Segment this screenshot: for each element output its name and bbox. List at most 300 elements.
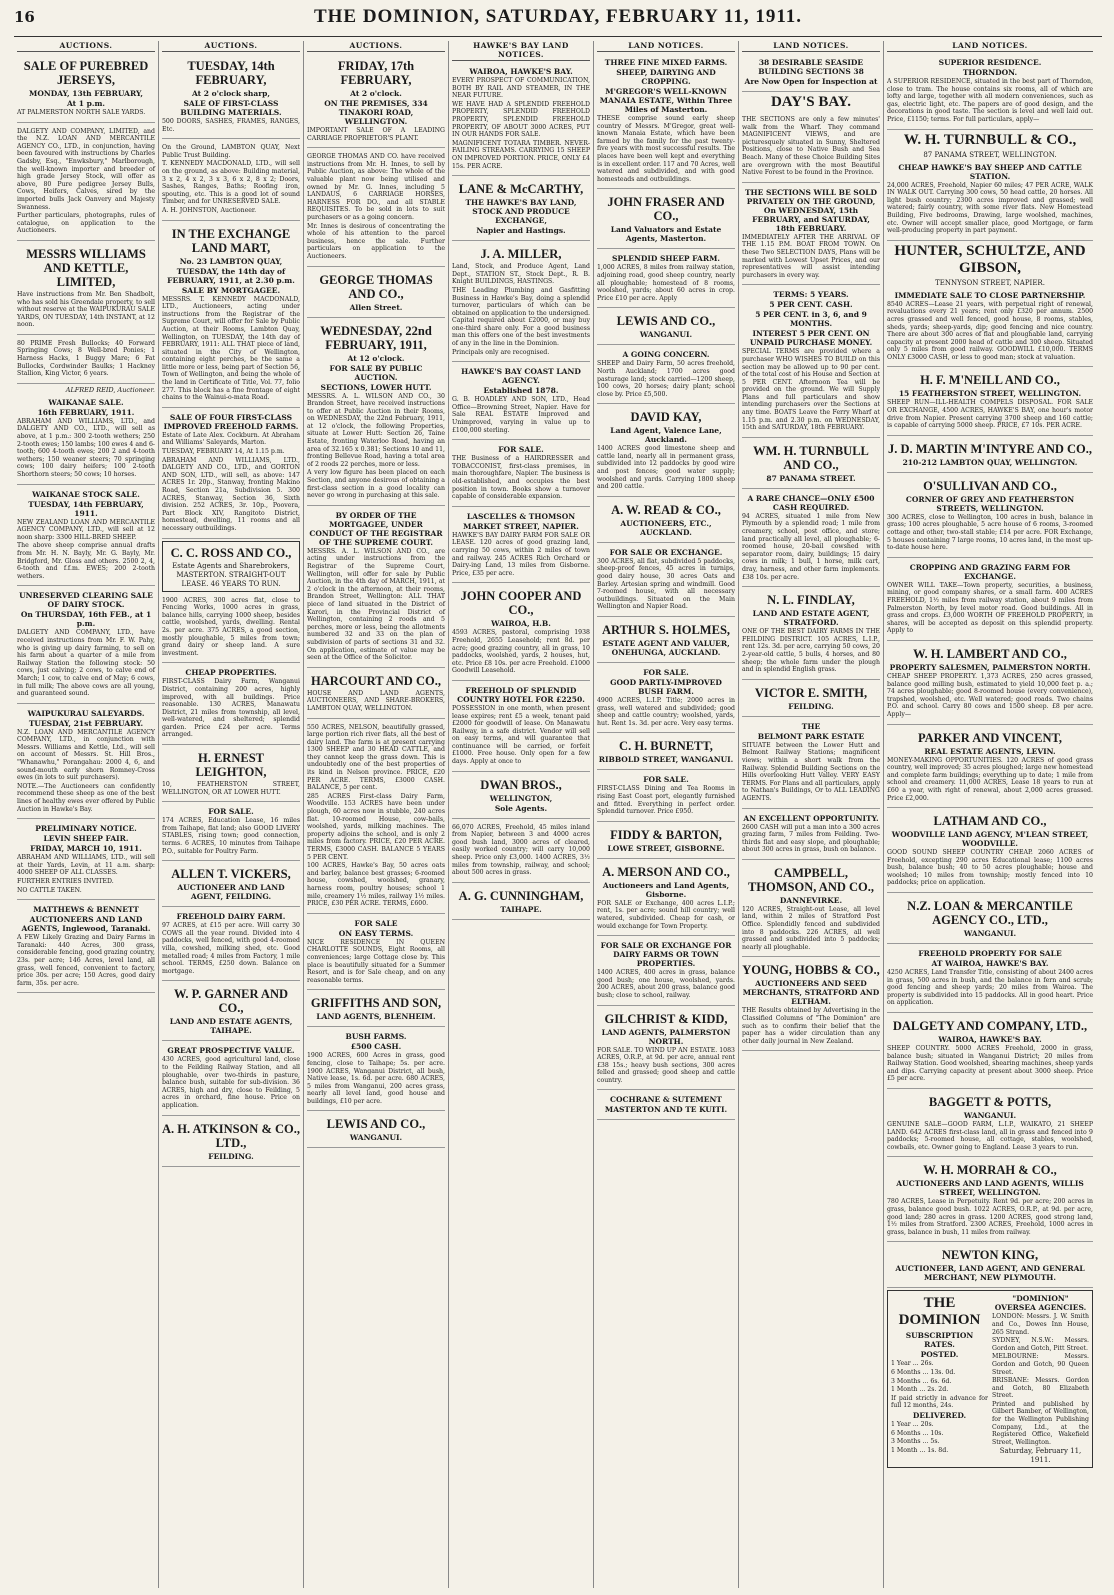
ad-heading: Land Valuators and Estate Agents, Masterton. bbox=[610, 225, 722, 244]
ad-text: SITUATE between the Lower Hutt and Belmont Railway Stations; magnificent views; within a short walk from the Railway. Splendid Building Sections on the Hills overlooking Hutt Valley. VERY EASY TERMS. For Plans and all particulars, apply to Nathan's Buildings, Or to ALL LEADING AGENTS. bbox=[742, 741, 880, 802]
ad-text: On the Ground, LAMBTON QUAY, Next Public Trust Building. bbox=[162, 144, 300, 159]
ad-text: 780 ACRES, Lease in Perpetuity. Rent 9d. per acre; 200 acres in grass, balance good bush. 1022 ACRES, O.R.P., at 9d. per acre, good land; 280 acres in grass. 1200 ACRES, good strong land, 1½ miles from Stratford. 2300 ACRES, Freehold, 1000 acres in grass, balance in bush, 11 miles from railway. bbox=[887, 1198, 1093, 1236]
oversea-agencies bbox=[988, 1293, 1089, 1465]
advertisement bbox=[162, 594, 300, 664]
ad-heading: RIBBOLD STREET, WANGANUI. bbox=[598, 755, 734, 765]
ad-heading: AUCTIONEERS AND LAND AGENTS, Inglewood, Taranaki. bbox=[21, 915, 151, 934]
ad-heading: Are Now Open for Inspection at bbox=[744, 77, 878, 86]
advertisement bbox=[887, 895, 1093, 944]
advertisement bbox=[597, 1008, 735, 1091]
column-1 bbox=[14, 41, 159, 1588]
ad-text: MESSRS. A. L. WILSON AND CO., 30 Brandon Street, have received instructions to offer at Public Auction in their Rooms, on WEDNESDAY, the 22nd February, 1911, at 12 o'clock, the following Properties, situate at Lower Hutt: Section 26, Taine Estate, fronting Waterloo Road, having an area of 32.165 x 0.381; Sections 10 and 11, fronting Bellevue Road, having a total area of 2 roods 22 perches, more or less. bbox=[307, 392, 445, 468]
ad-heading: LOWE STREET, GISBORNE. bbox=[607, 843, 725, 853]
column-4 bbox=[449, 41, 594, 1588]
advertisement bbox=[597, 772, 735, 821]
column-3 bbox=[304, 41, 449, 1588]
ad-text: NO CATTLE TAKEN. bbox=[17, 886, 82, 894]
ad-text: 8540 ACRES—Lease 21 years, with perpetual right of renewal, revaluations every 21 years; rent only £320 per annum. 2500 acres grassed and well fenced, good house, 8 rooms, stables, sheds, yards; sheep-yards, dip; good fencing and nice country. There are about 300 acres of flat and ploughable land, carrying capacity at present 2000 head of cattle and 300 sheep. Situated only 5 miles from good railway. GOODWILL £10,000. TERMS ONLY £3000 CASH, or less to good man; stock at valuation. bbox=[887, 300, 1093, 361]
ad-heading: SALE OF FIRST-CLASS BUILDING MATERIALS. bbox=[180, 99, 282, 117]
ad-address: 87 PANAMA STREET, WELLINGTON. bbox=[923, 150, 1057, 159]
ad-text: Estate Agents and Sharebrokers, MASTERTON. STRAIGHT-OUT LEASE. 46 YEARS TO RUN. bbox=[172, 561, 290, 588]
ad-text: Land, Stock, and Produce Agent, Land Dept., STATION ST., Stock Dept., R. B. Knight BUILDINGS, HASTINGS. bbox=[452, 263, 590, 286]
ad-text: ABRAHAM AND WILLIAMS, LTD., DALGETY AND CO., LTD., and GORTON AND SON, LTD., will sell, as above: 147 ACRES 1r. 20p., Stanway, fronting Makino Road, Section 21a, Subdivision 5. 300 ACRES, Stanway, Section 36, Sixth division. 252 ACRES, 3r. 10p., Poovera, Part Block XIV, Rangitoto District, homestead, dwelling, 11 rooms and all necessary outbuildings. bbox=[162, 456, 300, 532]
ad-text: WE HAVE HAD A SPLENDID FREEHOLD PROPERTY, SPLENDID FREEHOLD PROPERTY, SPLENDID FREEHOLD PROPERTY, OF ABOUT 3000 ACRES, PUT IN OUR HANDS FOR SALE. bbox=[452, 100, 590, 139]
ad-heading: SECTIONS, LOWER HUTT. bbox=[320, 382, 432, 392]
ad-heading: LAND AND ESTATE AGENTS, TAIHAPE. bbox=[169, 1017, 293, 1036]
ad-heading: J. A. MILLER, bbox=[480, 247, 562, 262]
ad-heading: ON EASY TERMS. bbox=[338, 928, 414, 938]
column-heading: AUCTIONS. bbox=[307, 41, 445, 52]
column-heading: LAND NOTICES. bbox=[597, 41, 735, 52]
ad-text: A. H. JOHNSTON, Auctioneer. bbox=[162, 206, 257, 214]
ad-heading: CROPPING AND GRAZING FARM FOR EXCHANGE. bbox=[909, 562, 1071, 581]
ad-heading: A. G. CUNNINGHAM, bbox=[458, 888, 584, 903]
ad-title: DAY'S BAY. bbox=[770, 94, 852, 110]
ad-heading: GREAT PROSPECTIVE VALUE. bbox=[167, 1046, 295, 1056]
ad-text: 300 ACRES, close to Wellington, 100 acres in bush, balance in grass; 100 acres ploughable, 5 acre house of 6 rooms, 3-roomed cottage and other, two-stall stable; £14 per acre. FOR Exchange, 5 houses containing 7 large rooms, 10 acres land, in the most up-to-date house here. bbox=[887, 513, 1093, 552]
ad-text: 10, FEATHERSTON STREET, WELLINGTON, OR AT LOWER HUTT. bbox=[162, 781, 300, 796]
ad-title: HUNTER, SCHULTZE, AND GIBSON, bbox=[894, 242, 1086, 276]
advertisement bbox=[307, 508, 445, 668]
ad-heading: 210-212 LAMBTON QUAY, WELLINGTON. bbox=[902, 457, 1078, 467]
ad-heading: 5 PER CENT. CASH. bbox=[769, 300, 853, 310]
advertisement bbox=[887, 55, 1093, 130]
ad-text: Principals only are recognised. bbox=[452, 348, 550, 356]
ad-heading: IN THE EXCHANGE LAND MART, bbox=[171, 226, 291, 255]
advertisement bbox=[162, 665, 300, 745]
newspaper-title: THE DOMINION, SATURDAY, FEBRUARY 11, 1911. bbox=[313, 6, 803, 27]
ad-heading: FOR SALE. bbox=[498, 445, 544, 455]
ad-heading: WAIROA, H.B. bbox=[491, 619, 551, 629]
rate-line: 3 Months ... 5s. bbox=[891, 1438, 940, 1446]
ad-heading: WM. H. TURNBULL AND CO., bbox=[753, 443, 869, 472]
ad-heading: COCHRANE & SUTEMENT bbox=[610, 1095, 722, 1105]
ad-text: 100 ACRES, Hawke's Bay, 50 acres oats and barley, balance best grasses; 6-roomed house, cowshed, woolshed, granary, harness room, poultry houses; school 1 mile, creamery 1½ miles, railway 1½ miles. PRICE, £30 PER ACRE. TERMS, £600. bbox=[307, 862, 445, 908]
dominion-title: THE DOMINION bbox=[898, 1295, 981, 1329]
advertisement bbox=[307, 55, 445, 148]
page-number: 16 bbox=[14, 8, 35, 26]
advertisement bbox=[307, 721, 445, 914]
advertisement bbox=[452, 683, 590, 772]
ad-heading: FRIDAY, 17th FEBRUARY, bbox=[337, 59, 415, 87]
advertisement bbox=[162, 909, 300, 981]
ad-heading: W. H. MORRAH & CO., bbox=[923, 1163, 1057, 1178]
ad-heading: CORNER OF GREY AND FEATHERSTON STREETS, WELLINGTON. bbox=[905, 494, 1075, 513]
ad-text: 500 DOORS, SASHES, FRAMES, RANGES, Etc. bbox=[162, 118, 300, 133]
ad-text: 550 ACRES, NELSON, beautifully grassed, large portion rich river flats, all the best of dairy land. The farm is at present carrying 1300 SHEEP and 30 HEAD CATTLE, and they cannot keep the grass down. This is undoubtedly one of the best properties of its kind in Nelson province. PRICE, £20 PER ACRE. TERMS, £3000 CASH. BALANCE, 5 per cent. bbox=[307, 723, 445, 792]
column-heading: HAWKE'S BAY LAND NOTICES. bbox=[452, 41, 590, 61]
ad-text: 1900 ACRES, 300 acres flat, close to Fencing Works, 1000 acres in grass, balance hills, carrying 1000 sheep, besides cattle, woolshed, yards, dwelling. Rental 2s. per acre. 375 ACRES, a good section, mostly ploughable, 5 miles from town; grand dairy or sheep land. A sure investment. bbox=[162, 596, 300, 657]
ad-heading: AUCTIONEER, LAND AGENT, AND GENERAL MERCHANT, NEW PLYMOUTH. bbox=[895, 1264, 1085, 1283]
advertisement bbox=[17, 395, 155, 485]
advertisement bbox=[887, 643, 1093, 725]
ad-heading: FOR SALE. bbox=[208, 807, 254, 817]
ad-text: THESE comprise sound early sheep country of Messrs. M'Gregor, great well-known Manaia Estate, which have been farmed by the family for the past twenty-five years with most successful results. The places have been well kept and everything is in excellent order. 117 and 70 Acres, well watered and subdivided, and with good homesteads and outbuildings. bbox=[597, 115, 735, 183]
ad-text: GENUINE SALE—GOOD FARM, L.I.P., WAIKATO, 21 SHEEP LAND. 642 ACRES first-class land, all in grass and fenced into 9 paddocks; 5-roomed house, all cottage, stables, woolshed, cowbails, etc. Owner going to England. Lease 3 years to run. bbox=[887, 1121, 1093, 1151]
ad-title: W. H. TURNBULL & CO., bbox=[903, 131, 1077, 148]
ad-heading: 5 PER CENT. in 3, 6, and 9 MONTHS. bbox=[755, 310, 867, 329]
ad-heading: YOUNG, HOBBS & CO., bbox=[742, 963, 880, 978]
advertisement bbox=[307, 1113, 445, 1148]
ad-signature: ALFRED REID, Auctioneer. bbox=[65, 385, 155, 394]
ad-heading: AUCTIONEERS AND LAND AGENTS, WILLIS STREET, WELLINGTON. bbox=[896, 1179, 1084, 1198]
advertisement bbox=[887, 560, 1093, 641]
ad-text: DALGETY AND COMPANY, LTD., have received instructions from Mr. F. W. Pahy, who is giving up dairy farming, to sell on his farm about a quarter of a mile from Railway Station the following stock: 50 cows, just calving; 2 cows, to calve end of March; 1 cow, to calve end of May; 6 cows, in full milk; The above cows are all young, and guaranteed sound. bbox=[17, 629, 155, 698]
advertisement bbox=[162, 55, 300, 139]
agency-line: MELBOURNE: Messrs. Gordon and Gotch, 90 Queen Street. bbox=[992, 1353, 1089, 1376]
ad-heading: WAIKANAE SALE. bbox=[48, 397, 124, 407]
ad-heading: AUCTIONEERS AND SEED MERCHANTS, STRATFORD AND ELTHAM. bbox=[742, 979, 880, 1007]
ad-heading: AT WAIROA, HAWKE'S BAY. bbox=[931, 959, 1049, 969]
ad-text: Have instructions from Mr. Ben Shadbolt, who has sold his Greendale property, to sell without reserve at the WAIPUKURAU SALE YARDS, ON TUESDAY, 14th INSTANT, at 12 noon. bbox=[17, 290, 155, 329]
ad-heading: Established 1878. bbox=[483, 386, 559, 396]
ad-heading: H. F. M'NEILL AND CO., bbox=[920, 373, 1060, 388]
ad-heading: At 2 o'clock sharp, bbox=[191, 89, 271, 98]
ad-heading: THE bbox=[801, 721, 821, 731]
ad-heading: ARTHUR S. HOLMES, bbox=[601, 623, 731, 637]
ad-heading: A RARE CHANCE—ONLY £500 CASH REQUIRED. bbox=[747, 493, 875, 512]
advertisement bbox=[742, 185, 880, 286]
ad-text: ONE OF THE BEST DAIRY FARMS IN THE FEILDING DISTRICT. 105 ACRES, L.I.P., rent 12s. 3d. per acre, carrying 50 cows, 20 2-year-old cattle, 5 bulls, 4 horses, and 80 sheep; the whole farm under the plough and in splendid English grass. bbox=[742, 628, 880, 674]
ad-heading: O'SULLIVAN AND CO., bbox=[923, 478, 1057, 493]
ad-heading: H. ERNEST LEIGHTON, bbox=[195, 751, 267, 780]
ad-heading: W. H. LAMBERT AND CO., bbox=[913, 646, 1067, 661]
ad-heading: UNRESERVED CLEARING SALE OF DAIRY STOCK. bbox=[19, 591, 153, 610]
ad-heading: WAIPUKURAU SALEYARDS. bbox=[27, 708, 145, 718]
advertisement bbox=[597, 499, 735, 543]
advertisement bbox=[17, 821, 155, 900]
ad-heading: WANGANUI. bbox=[963, 1111, 1017, 1120]
ad-heading: WEDNESDAY, 22nd FEBRUARY, 1911, bbox=[320, 323, 432, 352]
ad-heading: HARCOURT AND CO., bbox=[311, 673, 441, 688]
ad-heading: LEVIN SHEEP FAIR. bbox=[43, 834, 129, 844]
ad-heading: PARKER AND VINCENT, bbox=[917, 730, 1063, 745]
boxed-ad bbox=[162, 541, 300, 592]
ad-heading: FOR SALE bbox=[354, 918, 398, 928]
advertisement bbox=[307, 1029, 445, 1111]
ad-heading: FREEHOLD DAIRY FARM. bbox=[176, 912, 286, 922]
advertisement bbox=[162, 863, 300, 907]
ad-heading: LEWIS AND CO., bbox=[616, 314, 716, 329]
ad-text: SHEEP and Dairy Farm, 50 acres freehold, North Auckland; 1700 acres good pasturage land; stock carried—1200 sheep, 100 cows, 20 horses; dairy plant; school close by. Price £5,500. bbox=[597, 360, 735, 398]
advertisement bbox=[162, 747, 300, 802]
ad-heading: BAGGETT & POTTS, bbox=[928, 1095, 1052, 1109]
advertisement bbox=[887, 369, 1093, 435]
advertisement bbox=[742, 811, 880, 860]
rates-heading: SUBSCRIPTION RATES. bbox=[905, 1331, 974, 1350]
advertisement bbox=[742, 682, 880, 717]
ad-heading: £500 CASH. bbox=[350, 1042, 402, 1052]
ad-heading: On THURSDAY, 16th FEB., at 1 p.m. bbox=[20, 610, 152, 629]
ad-heading: AUCTIONEER AND LAND AGENT, FEILDING. bbox=[177, 883, 285, 902]
ad-heading: IMMEDIATE SALE TO CLOSE PARTNERSHIP. bbox=[894, 290, 1086, 300]
ad-heading: WOODVILLE LAND AGENCY, M'LEAN STREET, WOODVILLE. bbox=[891, 830, 1089, 849]
ad-text: Further particulars, photographs, rules of catalogue, on application to the Auctioneers. bbox=[17, 212, 155, 235]
ad-text: 66,070 ACRES, Freehold, 45 miles inland from Napier, between 3 and 4000 acres good bush land, 3000 acres of cleared, easily worked country; will carry 10,000 sheep. Price only £3,000. 1400 ACRES, 3½ miles from township, railway, and school; about 500 acres in grass. bbox=[452, 823, 590, 877]
ad-heading: CHEAP PROPERTIES. bbox=[185, 668, 277, 678]
advertisement bbox=[162, 804, 300, 861]
ad-text: 1400 ACRES, 400 acres in grass, balance good bush; one house, woolshed, yards. 200 ACRES, about 200 grass, balance good bush; close to school, railway. bbox=[597, 969, 735, 999]
ad-heading: BUSH FARMS. bbox=[345, 1032, 407, 1042]
ad-heading: Napier and Hastings. bbox=[476, 226, 566, 236]
ad-heading: A GOING CONCERN. bbox=[622, 350, 710, 360]
advertisement bbox=[162, 1043, 300, 1115]
advertisement bbox=[162, 1118, 300, 1167]
ad-text: THE Results obtained by Advertising in the Classified Columns of "The Dominion" are such as to confirm their belief that the paper has a wider circulation than any other daily journal in New Zealand. bbox=[742, 1007, 880, 1045]
rate-line: 6 Months ... 10s. bbox=[891, 1429, 944, 1437]
column-heading: LAND NOTICES. bbox=[742, 41, 880, 52]
advertisement bbox=[887, 946, 1093, 1013]
ad-heading: TUESDAY, 14th FEBRUARY, 1911. bbox=[28, 499, 144, 518]
rate-line: 3 Months ... 6s. 6d. bbox=[891, 1377, 952, 1385]
advertisement bbox=[452, 243, 590, 362]
advertisement bbox=[742, 719, 880, 809]
ad-heading: FOR SALE OR EXCHANGE FOR DAIRY FARMS OR TOWN PROPERTIES. bbox=[600, 941, 732, 969]
ad-text: MESSRS. A. L. WILSON AND CO., are acting under instructions from the Registrar of the Supreme Court, Wellington, will offer for sale by Public Auction, in the 4th day of MARCH, 1911, at 2 o'clock in the afternoon, at their rooms, Brandon Street, Wellington: ALL THAT piece of land situated in the District of Karori, in the Provincial District of Wellington, containing 2 roods and 5 perches, more or less, being the allotments numbered 32 and 33 on the plan of subdivision of parts of sections 31 and 32. On application, estimate of value may be seen at the Office of the Solicitor. bbox=[307, 547, 445, 662]
rate-line: 1 Month ... 1s. 8d. bbox=[891, 1446, 949, 1454]
ad-heading: A. MERSON AND CO., bbox=[602, 864, 730, 879]
advertisement bbox=[162, 410, 300, 539]
ad-text: A very low figure has been placed on each Section, and anyone desirous of obtaining a first-class section in a good locality can never go wrong in purchasing at this sale. bbox=[307, 469, 445, 500]
advertisement bbox=[452, 442, 590, 507]
ad-text: IMMEDIATELY AFTER THE ARRIVAL OF THE 1.15 P.M. BOAT FROM TOWN. On these Two SELECTION DAYS, Plans will be marked with Lowest Upset Prices, and our representatives will assist intending purchasers in every way. bbox=[742, 233, 880, 279]
rate-line: 1 Year ... 20s. bbox=[891, 1420, 934, 1428]
ad-heading: TUESDAY, 14th FEBRUARY, bbox=[187, 59, 275, 87]
ad-text: ABRAHAM AND WILLIAMS, LTD., and DALGETY AND CO., LTD., will sell as above, at 1 p.m.: 300 2-tooth wethers; 250 2-tooth ewes; 150 lambs; 100 ewes 4 and 6-tooth; 600 4-tooth ewes; 200 2 and 4-tooth wethers; 150 weaner steers; 70 springing cows; 100 dairy heifers; 100 2-tooth Shorthorn steers; 50 cows; 10 horses. bbox=[17, 417, 155, 478]
advertisement bbox=[597, 938, 735, 1005]
ad-heading: 87 PANAMA STREET. bbox=[766, 473, 856, 483]
advertisement bbox=[17, 902, 155, 993]
advertisement bbox=[597, 347, 735, 404]
advertisement bbox=[452, 774, 590, 819]
ad-heading: INTEREST 5 PER CENT. ON UNPAID PURCHASE MONEY. bbox=[749, 329, 873, 348]
ad-heading: HAWKE'S BAY COAST LAND AGENCY. bbox=[461, 367, 581, 386]
rate-line: 6 Months ... 13s. 0d. bbox=[891, 1368, 956, 1376]
column-heading: LAND NOTICES. bbox=[887, 41, 1093, 52]
advertisement bbox=[17, 588, 155, 703]
ad-text: 1,000 ACRES, 8 miles from railway station, adjoining road, good sheep country, nearly all ploughable; homestead of 8 rooms, woolshed, yards; about 60 acres in crop. Price £10 per acre. Apply bbox=[597, 264, 735, 302]
ad-heading: Auctioneers and Land Agents, Gisborne. bbox=[602, 880, 730, 899]
ad-text: 120 ACRES, Straight-out Lease, all level land, within 2 miles of Stratford Post Office. Splendidly fenced and subdivided into 8 paddocks. 226 ACRES, all well grassed and subdivided into 5 paddocks; nearly all ploughable. bbox=[742, 905, 880, 951]
ad-text: GOOD SOUND SHEEP COUNTRY CHEAP. 2060 ACRES of Freehold, excepting 290 acres Educational lease; 1100 acres bush, balance bush; 40 to 50 acres ploughable; house and woolshed; 10 miles from township; mostly fenced into 10 paddocks; price on application. bbox=[887, 849, 1093, 887]
ad-text: 97 ACRES, at £15 per acre. Will carry 30 COWS all the year round. Divided into 4 paddocks, well fenced, with good 4-roomed villa, cowshed, milking shed, etc. Good metalled road; 4 miles from Factory, 1 mile school. TERMS, £250 down. Balance on mortgage. bbox=[162, 922, 300, 975]
advertisement bbox=[17, 243, 155, 335]
advertisement bbox=[887, 160, 1093, 241]
imprint: Printed and published by Gilbert Bamber, of Wellington, for the Wellington Publishing Company, Ltd., at the Registered Office, Wakefield Street, Wellington. bbox=[992, 1400, 1089, 1446]
advertisement bbox=[452, 64, 590, 176]
ad-text: T. KENNEDY MACDONALD, LTD., will sell on the ground, as above: Building material, 3 x 2, 4 x 2, 3 x 3, 6 x 2, 8 x 2; Doors, Sashes, Ranges, Baths; Roofing iron, spouting, etc. This is a good lot of sound Timber, and for UNRESERVED SALE. bbox=[162, 160, 300, 206]
ad-heading: Land Agent, Valence Lane, Auckland. bbox=[610, 426, 722, 445]
ad-heading: LAND AND ESTATE AGENT, STRATFORD. bbox=[752, 609, 870, 628]
ad-heading: TERMS: 5 YEARS. bbox=[773, 290, 849, 300]
ad-text: 1400 ACRES good limestone sheep and cattle land, nearly all in permanent grass, subdivided into 12 paddocks by good wire and post fences; good water supply; woolshed and yards. Carrying 1800 sheep and 200 cattle. bbox=[597, 445, 735, 491]
advertisement bbox=[307, 670, 445, 719]
advertisement bbox=[597, 1092, 735, 1120]
advertisement bbox=[742, 55, 880, 92]
ad-heading: THREE FINE MIXED FARMS. bbox=[604, 58, 728, 67]
ad-heading: LATHAM AND CO., bbox=[933, 814, 1047, 829]
advertisement bbox=[742, 440, 880, 489]
ad-text: 285 ACRES First-class Dairy Farm, Woodville. 153 ACRES have been under plough, 60 acres now in stubble, 240 acres flat. 10-roomed House, cow-bails, woolshed, yards, milking machines. The property adjoins the school, and is only 2 miles from factory. PRICE, £20 PER ACRE. TERMS, £3000 CASH. BALANCE 5 YEARS 5 PER CENT. bbox=[307, 792, 445, 861]
advertisement bbox=[162, 223, 300, 408]
ad-heading: FREEHOLD PROPERTY FOR SALE bbox=[918, 949, 1062, 959]
ad-heading: N.Z. LOAN & MERCANTILE AGENCY CO., LTD., bbox=[907, 899, 1073, 928]
ad-heading: No. 23 LAMBTON QUAY, bbox=[179, 256, 283, 266]
ad-heading: WAIROA, HAWKE'S BAY. bbox=[469, 67, 573, 76]
delivered-heading: DELIVERED. bbox=[912, 1410, 967, 1420]
advertisement bbox=[17, 125, 155, 241]
ad-heading: FOR SALE BY PUBLIC AUCTION. bbox=[329, 363, 423, 382]
ad-heading: At 2 o'clock. bbox=[350, 89, 402, 98]
advertisement bbox=[452, 178, 590, 241]
ad-heading: LANE & McCARTHY, bbox=[458, 182, 584, 197]
ad-heading: TUESDAY, 21st FEBRUARY. bbox=[28, 718, 144, 728]
rate-line: 1 Month ... 2s. 2d. bbox=[891, 1386, 949, 1394]
agency-line: LONDON: Messrs. J. W. Smith and Co., Dowes Inn House, 265 Strand. bbox=[992, 1313, 1089, 1336]
advertisement bbox=[162, 983, 300, 1041]
ad-heading: SUPERIOR RESIDENCE. bbox=[938, 58, 1042, 67]
ad-text: The above sheep comprise annual drafts from Mr. H. N. Bayly, Mr. G. Bayly, Mr. Bridgford, Mr. Gloss and others. 2500 2, 4, 6-tooth and f.f.m. EWES; 200 2-tooth wethers. bbox=[17, 542, 155, 580]
advertisement bbox=[742, 959, 880, 1051]
ad-text: 4900 ACRES, L.I.P. Title; 2000 acres in grass, well watered and subdivided; good sheep and cattle country; woolshed, yards, hut. Rent 1s. 3d. per acre. Very easy terms. bbox=[597, 697, 735, 727]
advertisement bbox=[162, 141, 300, 220]
ad-heading: Allen Street. bbox=[349, 302, 403, 312]
ad-heading: ALLEN T. VICKERS, bbox=[171, 867, 291, 882]
ad-heading: FIDDY & BARTON, bbox=[610, 827, 722, 842]
subscription-box bbox=[887, 1290, 1093, 1468]
column-6 bbox=[739, 41, 884, 1588]
advertisement bbox=[452, 585, 590, 681]
ad-text: Mr. Innes is desirous of concentrating the whole of his attention to the parcel business, hence the sale. Further particulars on application to the Auctioneers. bbox=[307, 222, 445, 260]
column-7 bbox=[884, 41, 1096, 1588]
ad-heading: AUCTIONEERS, ETC., AUCKLAND. bbox=[620, 518, 712, 537]
rate-line: 1 Year ... 26s. bbox=[891, 1360, 934, 1368]
ad-text: TUESDAY, FEBRUARY 14, At 1.15 p.m. bbox=[162, 448, 285, 456]
advertisement bbox=[307, 269, 445, 318]
agency-line: SYDNEY, N.S.W.: Messrs. Gordon and Gotch, Pitt Street. bbox=[992, 1337, 1089, 1352]
ad-heading: AN EXCELLENT OPPORTUNITY. bbox=[743, 813, 879, 823]
advertisement bbox=[452, 821, 590, 883]
ad-heading: N. L. FINDLAY, bbox=[767, 593, 855, 608]
ad-text: A FEW Likely Grazing and Dairy Farms in Taranaki: 440 Acres, 300 grass, considerable fencing, good grazing country, 23s. per acre; 146 Acres, level land, all grass, well fenced, convenient to factory, price 30s. per acre; 150 Acres, good dairy farm, 35s. per acre. bbox=[17, 934, 155, 987]
ad-heading: GEORGE THOMAS AND CO., bbox=[319, 272, 433, 301]
ad-heading: FOR SALE OR EXCHANGE. bbox=[609, 547, 723, 557]
ad-text: Estate of Late Alex. Cockburn. At Abraham and Williams' Saleyards, Marton. bbox=[162, 431, 300, 447]
advertisement bbox=[597, 406, 735, 497]
advertisement bbox=[742, 287, 880, 438]
ad-address: TENNYSON STREET, NAPIER. bbox=[935, 278, 1045, 287]
ad-heading: GRIFFITHS AND SON, bbox=[310, 996, 442, 1011]
ad-text: 4593 ACRES, pastoral, comprising 1938 Freehold, 2655 Leasehold; rent 8d. per acre; good grazing country, all in grass, 10 paddocks, woolshed, yards, 2 houses, hut, etc. Price £8 10s. per acre Freehold. £1000 Goodwill Leasehold. bbox=[452, 629, 590, 675]
ad-heading: REAL ESTATE AGENTS, LEVIN. bbox=[924, 746, 1056, 756]
ad-heading: WANGANUI. bbox=[963, 929, 1017, 939]
ad-heading: FOR SALE. bbox=[643, 668, 689, 677]
ad-heading: ON THE PREMISES, 334 TINAKORI ROAD, WELLINGTON. bbox=[324, 99, 428, 126]
ad-text: FIRST-CLASS Dairy Farm, Wanganui District, containing 200 acres, highly improved, with all buildings. Price reasonable. 130 ACRES, Manawatu District, 21 miles from township, all level, well-watered, and sheltered; splendid garden. Price £24 per acre. Terms arranged. bbox=[162, 678, 300, 739]
ad-heading: SALE OF FOUR FIRST-CLASS IMPROVED FREEHOLD FARMS. bbox=[163, 412, 299, 431]
ad-heading: C. H. BURNETT, bbox=[619, 739, 713, 754]
ad-text: 300 ACRES, all flat, subdivided 5 paddocks, sheep-proof fences, 45 acres in turnips, good dairy house, 30 acres Oats and Barley. Artesian spring and windmill. Good 7-roomed house, with all necessary outbuildings. Situated on the Main Wellington and Napier Road. bbox=[597, 557, 735, 611]
ad-heading: BELMONT PARK ESTATE bbox=[757, 731, 865, 741]
advertisement bbox=[597, 619, 735, 663]
column-2 bbox=[159, 41, 304, 1588]
advertisement bbox=[887, 810, 1093, 893]
ad-heading: PROPERTY SALESMEN, PALMERSTON NORTH. bbox=[889, 662, 1091, 672]
columns-container bbox=[14, 41, 1102, 1588]
ad-heading: DANNEVIRKE. bbox=[779, 895, 843, 905]
advertisement bbox=[597, 545, 735, 617]
advertisement bbox=[887, 475, 1093, 558]
masthead bbox=[14, 6, 1102, 37]
advertisement bbox=[887, 1159, 1093, 1242]
ad-heading: MATTHEWS & BENNETT bbox=[33, 905, 139, 915]
ad-heading: PRELIMINARY NOTICE. bbox=[35, 824, 137, 834]
advertisement bbox=[742, 491, 880, 587]
ad-text: NEW ZEALAND LOAN AND MERCANTILE AGENCY COMPANY, LTD., will sell at 12 noon sharp: 3300 HILL-BRED SHEEP. bbox=[17, 518, 155, 541]
ad-heading: A. H. ATKINSON & CO., LTD., bbox=[162, 1121, 300, 1150]
ad-text: FIRST-CLASS Dining and Tea Rooms in rising East Coast port, elegantly furnished and fitted. Everything in perfect order. Splendid turnover. Price £950. bbox=[597, 785, 735, 816]
ad-heading: FOR SALE. bbox=[643, 775, 689, 785]
ad-heading: 16th FEBRUARY, 1911. bbox=[37, 407, 135, 417]
agencies-heading: "DOMINION" OVERSEA AGENCIES. bbox=[994, 1294, 1087, 1313]
ad-text: ABRAHAM AND WILLIAMS, LTD., will sell at their Yards, Levin, at 11 a.m. sharp: 4000 SHEEP OF ALL CLASSES. bbox=[17, 854, 155, 877]
ad-heading: ESTATE AGENT AND VALUER, ONEHUNGA, AUCKLAND. bbox=[602, 639, 730, 657]
posted-heading: POSTED. bbox=[920, 1350, 959, 1360]
ad-heading: JOHN FRASER AND CO., bbox=[607, 195, 725, 224]
advertisement bbox=[597, 824, 735, 859]
ad-text: AT PALMERSTON NORTH SALE YARDS. bbox=[17, 109, 146, 116]
ad-heading: VICTOR E. SMITH, bbox=[754, 685, 868, 700]
ad-heading: TUESDAY, the 14th day of FEBRUARY, 1911, at 2.30 p.m. bbox=[167, 266, 295, 285]
ad-heading: WANGANUI. bbox=[639, 330, 693, 340]
ad-text: THE Leading Plumbing and Gasfitting Business in Hawke's Bay, doing a splendid turnover, particulars of which can be obtained on application to the undersigned. Capital required about £2000, or may buy one-third share only. For a good business man this offers one of the best investments of any in the line in the Dominion. bbox=[452, 286, 590, 348]
advertisement bbox=[17, 706, 155, 820]
imprint-date: Saturday, February 11, 1911. bbox=[999, 1447, 1082, 1465]
advertisement bbox=[597, 251, 735, 308]
column-heading: AUCTIONS. bbox=[162, 41, 300, 52]
ad-heading: WAIKANAE STOCK SALE. bbox=[32, 489, 140, 499]
ad-heading: WELLINGTON, bbox=[489, 793, 553, 803]
ad-heading: M'GREGOR'S WELL-KNOWN MANAIA ESTATE, Within Three Miles of Masterton. bbox=[599, 87, 733, 114]
ad-heading: DAVID KAY, bbox=[630, 410, 702, 425]
ad-heading: Sole Agents. bbox=[494, 803, 548, 813]
ad-heading: FEILDING. bbox=[788, 701, 834, 711]
ad-heading: At 12 o'clock. bbox=[347, 353, 405, 363]
ad-heading: MARKET STREET, NAPIER. bbox=[463, 521, 579, 531]
advertisement bbox=[452, 509, 590, 584]
ad-text: FOR SALE or Exchange, 400 acres L.I.P.; rent, 1s. per acre; sound hill country; well watered, subdivided. Cheap for cash, or would exchange for Town Property. bbox=[597, 899, 735, 930]
ad-heading: At 1 p.m. bbox=[67, 99, 105, 108]
advertisement bbox=[307, 320, 445, 506]
ad-heading: J. D. MARTIN M'INTYRE AND CO., bbox=[887, 441, 1093, 456]
ad-text: G. B. HOADLEY AND SON, LTD., Head Office—Browning Street, Napier. Have for Sale REAL ESTATE Improved and Unimproved, varying in value up to £100,000 sterling. bbox=[452, 396, 590, 434]
ad-heading: BY ORDER OF THE MORTGAGEE, UNDER CONDUCT OF THE REGISTRAR OF THE SUPREME COURT. bbox=[309, 510, 443, 547]
ad-text: EVERY PROSPECT OF COMMUNICATION, BOTH BY RAIL AND STEAMER, IN THE NEAR FUTURE. bbox=[452, 77, 590, 100]
advertisement bbox=[307, 150, 445, 266]
ad-text: MAGNIFICENT TOTARA TIMBER. NEVER-FAILING STREAMS. CARRYING 15 SHEEP ON IMPROVED PORTION. PRICE, ONLY £4 15s. PER ACRE. bbox=[452, 139, 590, 170]
advertisement bbox=[887, 1091, 1093, 1157]
advertisement bbox=[887, 288, 1093, 368]
ad-text: OWNER WILL TAKE—Town property, securities, a business, mining, or good company shares, or a small farm. 400 ACRES FREEHOLD, 1½ miles from railway station, about 9 miles from Palmerston North, by level motor road. Good buildings. All in grass and crops. £3,000 WORTH OF FREEHOLD PROPERTY, in shares, will be accepted as deposit on this splendid property. Apply to bbox=[887, 581, 1093, 635]
advertisement bbox=[307, 916, 445, 991]
advertisement bbox=[597, 55, 735, 189]
ad-text: FOR SALE. TO WIND UP AN ESTATE. 1083 ACRES, O.R.P., at 9d. per acre, annual rent £38 15s.; heavy bush sections, 300 acres felled and grassed; good sheep and cattle country. bbox=[597, 1046, 735, 1084]
ad-text: THE Business of a HAIRDRESSER and TOBACCONIST, first-class premises, in main thoroughfare, Napier. The business is old-established, and occupies the best position in town. Books show a turnover capable of considerable expansion. bbox=[452, 455, 590, 501]
advertisement bbox=[17, 55, 155, 123]
advertisement bbox=[887, 1244, 1093, 1288]
ad-text: NICE RESIDENCE IN QUEEN CHARLOTTE SOUNDS, Eight Rooms, all conveniences; large Cottage close by. This place is beautifully situated for a Summer Resort, and is for Sale cheap, and on any reasonable terms. bbox=[307, 938, 445, 984]
ad-heading: MONDAY, 13th FEBRUARY, bbox=[29, 89, 143, 98]
